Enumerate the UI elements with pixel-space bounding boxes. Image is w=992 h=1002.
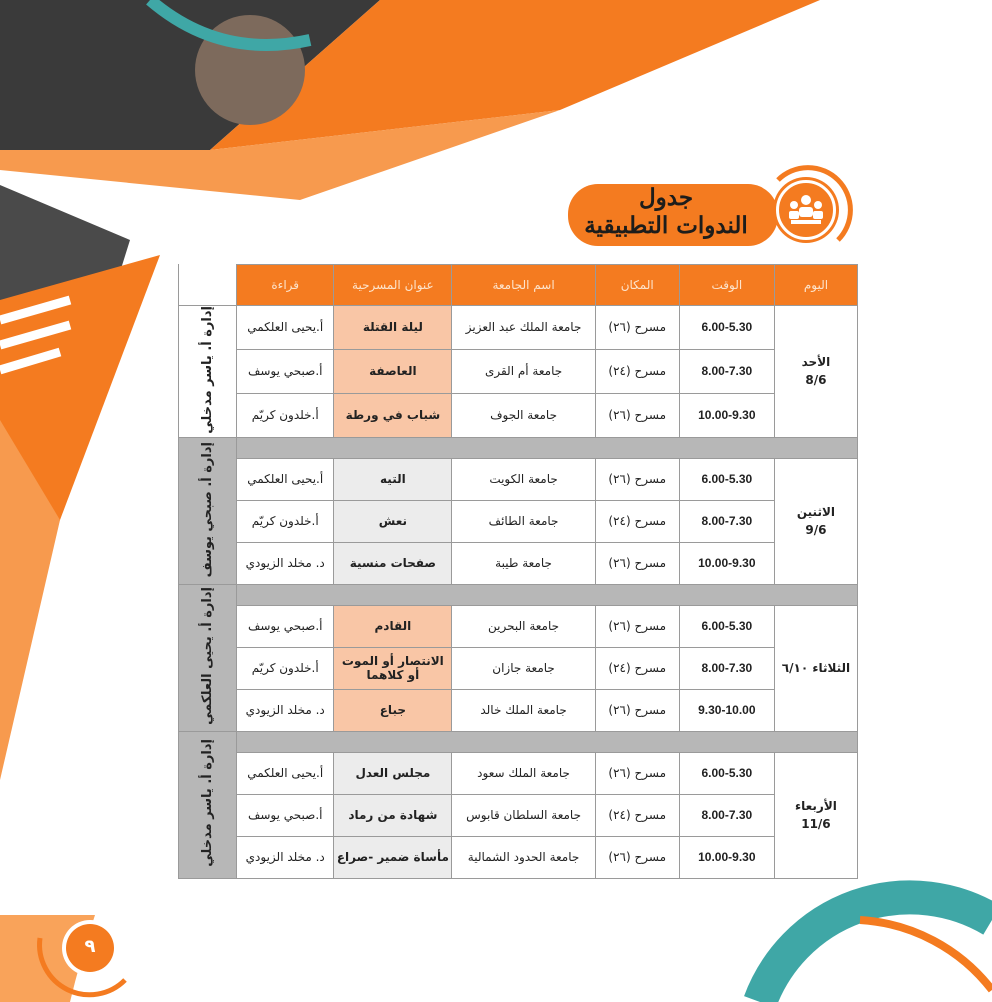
place-cell: مسرح (٢٦)	[595, 689, 679, 731]
seminar-schedule-table	[178, 264, 858, 879]
time-cell: 10.00-9.30	[679, 393, 774, 437]
reading-cell: د. مخلد الزيودي	[237, 689, 334, 731]
table-row	[179, 542, 858, 584]
play-cell: جباع	[334, 689, 452, 731]
university-cell: جامعة البحرين	[452, 605, 595, 647]
group-meeting-icon	[776, 180, 836, 240]
admin-text: إدارة أ. صبحي يوسف	[200, 441, 216, 577]
table-row	[179, 393, 858, 437]
reading-cell: أ.خلدون كريّم	[237, 393, 334, 437]
day-name: الثلاثاء ٦/١٠	[781, 661, 851, 676]
reading-cell: أ.يحيى العلكمي	[237, 458, 334, 500]
day-name: الاثنين	[796, 505, 836, 520]
play-cell: القادم	[334, 605, 452, 647]
university-cell: جامعة جازان	[452, 647, 595, 689]
time-cell: 10.00-9.30	[679, 542, 774, 584]
time-cell: 6.00-5.30	[679, 306, 774, 350]
table-row	[179, 458, 858, 500]
time-cell: 6.00-5.30	[679, 605, 774, 647]
time-cell: 10.00-9.30	[679, 836, 774, 878]
play-cell: شهادة من رماد	[334, 794, 452, 836]
place-cell: مسرح (٢٤)	[595, 349, 679, 393]
place-cell: مسرح (٢٤)	[595, 647, 679, 689]
separator-row	[179, 437, 858, 458]
admin-cell	[179, 584, 237, 731]
day-date: 9/6	[805, 523, 827, 538]
time-cell: 9.30-10.00	[679, 689, 774, 731]
admin-cell	[179, 306, 237, 438]
table-row	[179, 836, 858, 878]
day-name: الأحد	[801, 355, 831, 370]
title-line-1: جدول	[638, 184, 694, 211]
time-cell: 6.00-5.30	[679, 752, 774, 794]
university-cell: جامعة الملك عبد العزيز	[452, 306, 595, 350]
place-cell: مسرح (٢٦)	[595, 605, 679, 647]
table-row	[179, 794, 858, 836]
reading-cell: أ.يحيى العلكمي	[237, 306, 334, 350]
table-header-row	[179, 265, 858, 306]
play-cell: العاصفة	[334, 349, 452, 393]
time-cell: 8.00-7.30	[679, 647, 774, 689]
place-cell: مسرح (٢٦)	[595, 393, 679, 437]
admin-text: إدارة أ. ياسر مدخلي	[200, 306, 216, 434]
admin-text: إدارة أ. يحيى العلكمي	[200, 587, 216, 726]
table-row	[179, 306, 858, 350]
admin-cell	[179, 731, 237, 878]
university-cell: جامعة الكويت	[452, 458, 595, 500]
time-cell: 8.00-7.30	[679, 794, 774, 836]
reading-cell: أ.خلدون كريّم	[237, 647, 334, 689]
header-reading: قراءة	[237, 265, 334, 306]
separator-row	[179, 731, 858, 752]
admin-cell	[179, 437, 237, 584]
admin-text: إدارة أ. ياسر مدخلي	[200, 739, 216, 868]
play-cell: ليلة القتلة	[334, 306, 452, 350]
reading-cell: أ.صبحي يوسف	[237, 605, 334, 647]
title-line-2: الندوات التطبيقية	[584, 212, 748, 239]
table-row	[179, 647, 858, 689]
play-cell: شباب في ورطة	[334, 393, 452, 437]
place-cell: مسرح (٢٦)	[595, 836, 679, 878]
university-cell: جامعة الحدود الشمالية	[452, 836, 595, 878]
table-row	[179, 689, 858, 731]
reading-cell: أ.صبحي يوسف	[237, 794, 334, 836]
day-date: 8/6	[805, 373, 827, 388]
university-cell: جامعة الملك خالد	[452, 689, 595, 731]
table-row	[179, 349, 858, 393]
university-cell: جامعة الملك سعود	[452, 752, 595, 794]
reading-cell: أ.يحيى العلكمي	[237, 752, 334, 794]
table-row	[179, 500, 858, 542]
reading-cell: د. مخلد الزيودي	[237, 836, 334, 878]
day-cell	[774, 605, 857, 731]
header-place: المكان	[595, 265, 679, 306]
university-cell: جامعة الجوف	[452, 393, 595, 437]
time-cell: 8.00-7.30	[679, 349, 774, 393]
day-cell	[774, 306, 857, 438]
header-day: اليوم	[774, 265, 857, 306]
play-cell: الانتصار أو الموت أو كلاهما	[334, 647, 452, 689]
separator-cell	[237, 731, 858, 752]
place-cell: مسرح (٢٦)	[595, 306, 679, 350]
day-name: الأربعاء	[795, 799, 837, 814]
university-cell: جامعة السلطان قابوس	[452, 794, 595, 836]
header-play: عنوان المسرحية	[334, 265, 452, 306]
table-row	[179, 605, 858, 647]
play-cell: نعش	[334, 500, 452, 542]
reading-cell: أ.خلدون كريّم	[237, 500, 334, 542]
place-cell: مسرح (٢٤)	[595, 794, 679, 836]
day-cell	[774, 458, 857, 584]
separator-cell	[237, 437, 858, 458]
time-cell: 6.00-5.30	[679, 458, 774, 500]
header-time: الوقت	[679, 265, 774, 306]
university-cell: جامعة الطائف	[452, 500, 595, 542]
university-cell: جامعة أم القرى	[452, 349, 595, 393]
table-row	[179, 752, 858, 794]
header-university: اسم الجامعة	[452, 265, 595, 306]
play-cell: مأساة ضمير -صراع	[334, 836, 452, 878]
place-cell: مسرح (٢٦)	[595, 752, 679, 794]
page-number: ٩	[66, 924, 114, 972]
separator-cell	[237, 584, 858, 605]
reading-cell: أ.صبحي يوسف	[237, 349, 334, 393]
day-date: 11/6	[801, 817, 831, 832]
page-title	[560, 176, 850, 256]
play-cell: صفحات منسية	[334, 542, 452, 584]
time-cell: 8.00-7.30	[679, 500, 774, 542]
separator-row	[179, 584, 858, 605]
place-cell: مسرح (٢٦)	[595, 542, 679, 584]
place-cell: مسرح (٢٦)	[595, 458, 679, 500]
header-admin-blank	[179, 265, 237, 306]
reading-cell: د. مخلد الزيودي	[237, 542, 334, 584]
play-cell: مجلس العدل	[334, 752, 452, 794]
university-cell: جامعة طيبة	[452, 542, 595, 584]
title-text	[566, 184, 766, 240]
play-cell: التيه	[334, 458, 452, 500]
day-cell	[774, 752, 857, 878]
place-cell: مسرح (٢٤)	[595, 500, 679, 542]
